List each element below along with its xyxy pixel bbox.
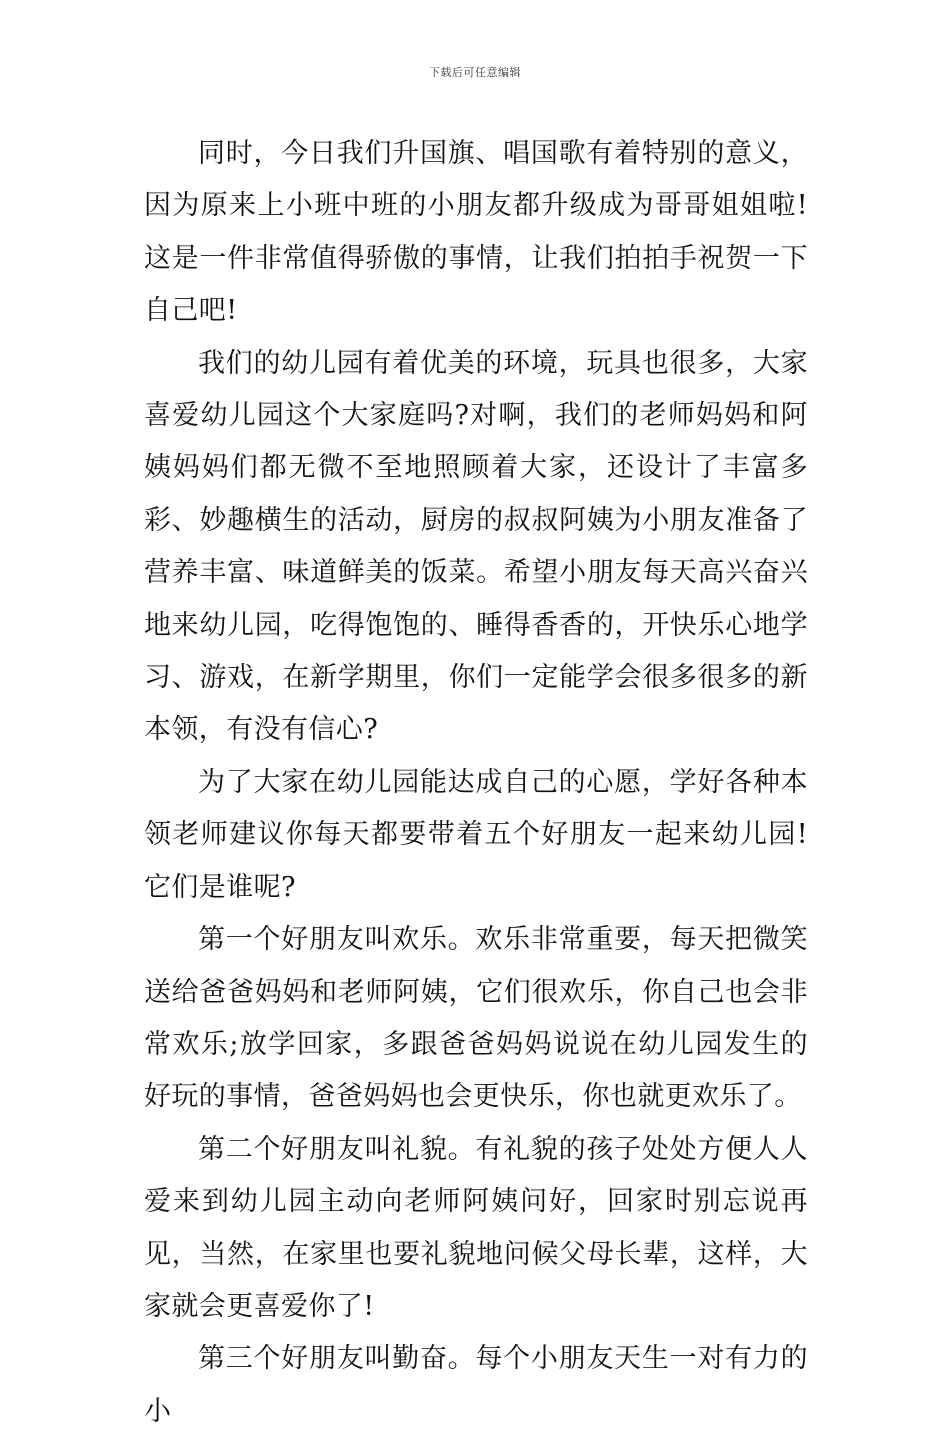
paragraph-6: 第三个好朋友叫勤奋。每个小朋友天生一对有力的小 [144, 1343, 808, 1427]
paragraph-3: 为了大家在幼儿园能达成自己的心愿，学好各种本领老师建议你每天都要带着五个好朋友一起来幼儿园!它们是谁呢? [144, 766, 808, 903]
document-body [144, 128, 808, 1438]
paragraph-2: 我们的幼儿园有着优美的环境，玩具也很多，大家喜爱幼儿园这个大家庭吗?对啊，我们的老师妈妈和阿姨妈妈们都无微不至地照顾着大家，还设计了丰富多彩、妙趣横生的活动，厨房的叔叔阿姨为小朋友准备了营养丰富、味道鲜美的饭菜。希望小朋友每天高兴奋兴地来幼儿园，吃得饱饱的、睡得香香的，开快乐心地学习、游戏，在新学期里，你们一定能学会很多很多的新本领，有没有信心? [144, 347, 808, 746]
paragraph-4: 第一个好朋友叫欢乐。欢乐非常重要，每天把微笑送给爸爸妈妈和老师阿姨，它们很欢乐，你自己也会非常欢乐;放学回家，多跟爸爸妈妈说说在幼儿园发生的好玩的事情，爸爸妈妈也会更快乐，你也就更欢乐了。 [144, 924, 808, 1113]
paragraph-1: 同时，今日我们升国旗、唱国歌有着特别的意义，因为原来上小班中班的小朋友都升级成为哥哥姐姐啦!这是一件非常值得骄傲的事情，让我们拍拍手祝贺一下自己吧! [144, 138, 808, 327]
paragraph-5: 第二个好朋友叫礼貌。有礼貌的孩子处处方便人人爱来到幼儿园主动向老师阿姨问好，回家时别忘说再见，当然，在家里也要礼貌地问候父母长辈，这样，大家就会更喜爱你了! [144, 1133, 808, 1322]
page-header-note: 下载后可任意编辑 [429, 66, 521, 79]
